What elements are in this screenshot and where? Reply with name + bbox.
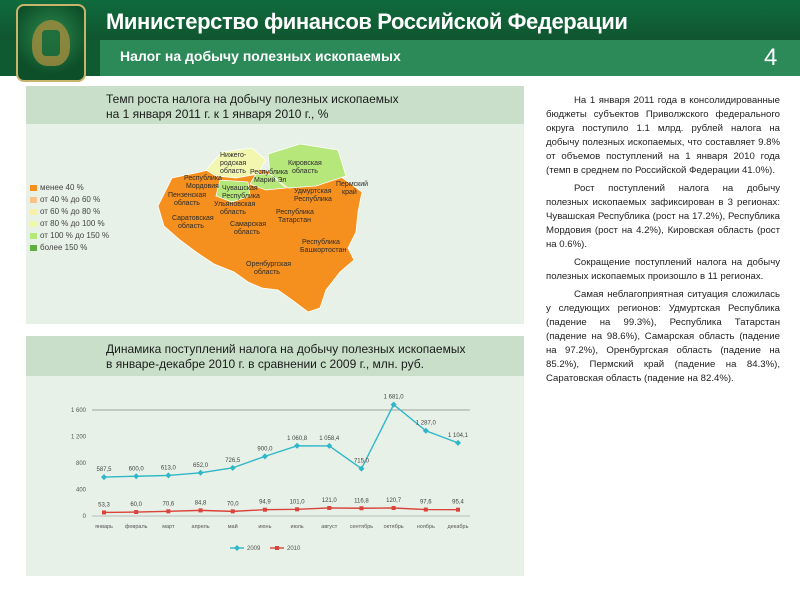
data-label: 116,8	[354, 498, 369, 505]
data-point	[263, 508, 267, 512]
data-point	[359, 506, 363, 510]
revenue-line-chart	[30, 380, 520, 575]
data-point	[165, 472, 171, 478]
ministry-title: Министерство финансов Российской Федерации	[106, 9, 628, 34]
data-label: 95,4	[452, 499, 464, 506]
text-paragraph: Рост поступлений налога на добычу полезных ископаемых зафиксирован в 3 регионах: Чувашская Республика (рост на 17.2%), Республика Мордовия (рост на 4.2%), Кировская область (рост на 0.6%).	[546, 183, 780, 250]
y-tick-label: 400	[75, 487, 86, 494]
x-tick-label: май	[227, 524, 238, 530]
chart-title-line1: Динамика поступлений налога на добычу полезных ископаемых	[106, 342, 466, 356]
legend-item	[30, 207, 160, 217]
region-label-samara: Самарская	[230, 221, 267, 228]
region-label-samara: область	[234, 229, 260, 236]
data-label: 101,0	[289, 499, 305, 506]
text-paragraph: Сокращение поступлений налога на добычу полезных ископаемых произошло в 11 регионах.	[546, 257, 780, 282]
region-label-tatarstan: Татарстан	[278, 217, 312, 224]
region-label-orenburg: Оренбургская	[246, 261, 292, 268]
data-label: 587,5	[96, 467, 112, 474]
y-tick-label: 1 200	[70, 434, 86, 441]
region-label-ulyanovsk: Ульяновская	[214, 201, 256, 208]
data-point	[134, 510, 138, 514]
region-label-bashkortostan: Республика	[302, 239, 340, 246]
legend-swatch	[30, 221, 37, 227]
region-label-ulyanovsk: область	[220, 209, 246, 216]
map-title-line1: Темп роста налога на добычу полезных ископаемых	[106, 92, 399, 106]
legend-swatch	[30, 209, 37, 215]
x-tick-label: сентябрь	[349, 524, 374, 530]
data-label: 53,3	[98, 502, 110, 509]
x-tick-label: ноябрь	[416, 524, 435, 530]
legend-item	[30, 219, 160, 229]
y-tick-label: 800	[75, 461, 86, 467]
legend-label: 2009	[247, 546, 261, 552]
legend-label: менее 40 %	[40, 183, 84, 192]
legend-item	[30, 195, 160, 205]
data-label: 726,5	[225, 457, 241, 464]
data-label: 1 060,8	[287, 435, 308, 442]
legend-label: более 150 %	[40, 243, 88, 252]
region-label-tatarstan: Республика	[276, 209, 314, 216]
region-label-bashkortostan: Башкортостан	[300, 247, 347, 254]
data-label: 613,0	[160, 465, 176, 472]
data-label: 1 287,0	[415, 420, 436, 427]
text-paragraph: На 1 января 2011 года в консолидированные бюджеты субъектов Приволжского федерального округа поступило 1.1 млрд. рублей налога на добычу полезных ископаемых, что составляет 9.8% от объемов поступлений на 1 января 2010 года (темп в среднем по Российской Федерации 41.0%).	[546, 95, 780, 176]
data-label: 70,6	[162, 501, 175, 508]
region-label-penza: область	[174, 200, 200, 207]
legend-label: от 100 % до 150 %	[40, 231, 110, 240]
region-label-saratov: область	[178, 223, 204, 230]
data-label: 121,0	[321, 497, 337, 504]
x-tick-label: декабрь	[447, 524, 469, 530]
legend-swatch	[30, 233, 37, 239]
region-label-udmurt: Республика	[294, 196, 332, 203]
page-number: 4	[764, 44, 778, 71]
data-label: 652,0	[193, 462, 209, 469]
data-label: 600,0	[128, 466, 144, 473]
region-label-perm: Пермский	[336, 181, 369, 188]
legend-label: от 60 % до 80 %	[40, 207, 101, 216]
region-label-saratov: Саратовская	[172, 215, 214, 222]
data-point	[102, 510, 106, 514]
volga-district-map	[150, 140, 380, 320]
data-point	[231, 509, 235, 513]
x-tick-label: октябрь	[383, 524, 404, 530]
data-point	[295, 507, 299, 511]
x-tick-label: август	[321, 524, 338, 530]
legend-label: от 80 % до 100 %	[40, 219, 105, 228]
legend-item	[30, 231, 160, 241]
region-label-orenburg: область	[254, 269, 280, 276]
data-point	[198, 470, 204, 476]
x-tick-label: июль	[290, 524, 304, 530]
region-label-mordovia: Мордовия	[186, 183, 219, 190]
text-paragraph: Самая неблагоприятная ситуация сложилась у следующих регионов: Удмуртская Республика (падение на 99.3%), Республика Татарстан (падение на 98.6%), Самарская область (падение на 97.2%), Оренбургская область (падение на 85.2%), Пермский край (падение на 84.3%), Саратовская область (падение на 82.4%).	[546, 289, 780, 384]
chart-title-line2: в январе-декабре 2010 г. в сравнении с 2009 г., млн. руб.	[106, 357, 424, 371]
legend-item	[30, 183, 160, 193]
x-tick-label: июнь	[258, 524, 272, 530]
y-tick-label: 1 600	[70, 408, 86, 414]
data-point	[230, 465, 236, 471]
data-label: 84,8	[194, 500, 207, 507]
legend-swatch	[30, 245, 37, 251]
section-title: Налог на добычу полезных ископаемых	[120, 48, 401, 64]
legend-marker	[275, 546, 279, 550]
legend-swatch	[30, 197, 37, 203]
x-tick-label: январь	[95, 524, 113, 530]
data-point	[262, 453, 268, 459]
data-label: 715,0	[353, 458, 369, 465]
region-label-mari: Марий Эл	[254, 177, 287, 184]
data-point	[455, 440, 461, 446]
map-title-line2: на 1 января 2011 г. к 1 января 2010 г., %	[106, 107, 329, 121]
data-point	[294, 443, 300, 449]
y-tick-label: 0	[82, 514, 86, 520]
data-point	[456, 508, 460, 512]
map-panel-title	[106, 92, 516, 122]
data-label: 94,9	[259, 499, 271, 506]
region-label-mordovia: Республика	[184, 175, 222, 182]
ministry-emblem-icon	[16, 4, 86, 82]
data-point	[327, 506, 331, 510]
region-label-udmurt: Удмуртская	[294, 188, 332, 195]
region-label-perm: край	[342, 189, 357, 196]
data-point	[166, 509, 170, 513]
data-point	[199, 508, 203, 512]
region-label-kirov: область	[292, 168, 318, 175]
legend-label: 2010	[287, 546, 301, 552]
legend-swatch	[30, 185, 37, 191]
data-point	[101, 474, 107, 480]
data-label: 97,6	[419, 499, 432, 506]
region-label-nizhny: Нижего-	[220, 152, 247, 159]
emblem-inner-icon	[42, 30, 60, 56]
data-label: 900,0	[257, 446, 273, 453]
region-label-kirov: Кировская	[288, 160, 322, 167]
region-label-chuvash: Чувашская	[222, 185, 258, 192]
legend-marker	[234, 545, 240, 551]
region-label-mari: Республика	[250, 169, 288, 176]
series-line-2010	[104, 508, 458, 512]
chart-panel-title	[106, 342, 516, 372]
data-label: 60,0	[130, 502, 143, 509]
data-label: 1 681,0	[383, 394, 404, 401]
legend-label: от 40 % до 60 %	[40, 195, 101, 204]
region-label-penza: Пензенская	[168, 192, 207, 199]
data-label: 1 104,1	[447, 432, 469, 439]
region-label-nizhny: область	[220, 168, 246, 175]
data-label: 120,7	[386, 498, 402, 505]
x-tick-label: апрель	[191, 524, 210, 530]
data-point	[133, 473, 139, 479]
data-point	[392, 506, 396, 510]
x-tick-label: март	[162, 524, 175, 530]
series-line-2009	[104, 405, 458, 477]
text-column	[546, 94, 780, 390]
x-tick-label: февраль	[124, 524, 148, 530]
region-label-nizhny: родская	[220, 160, 247, 167]
data-label: 1 058,4	[319, 435, 340, 442]
region-label-chuvash: Республика	[222, 193, 260, 200]
emblem-shield-icon	[32, 20, 70, 66]
legend-item	[30, 243, 160, 253]
data-point	[424, 508, 428, 512]
data-label: 70,0	[226, 501, 239, 508]
